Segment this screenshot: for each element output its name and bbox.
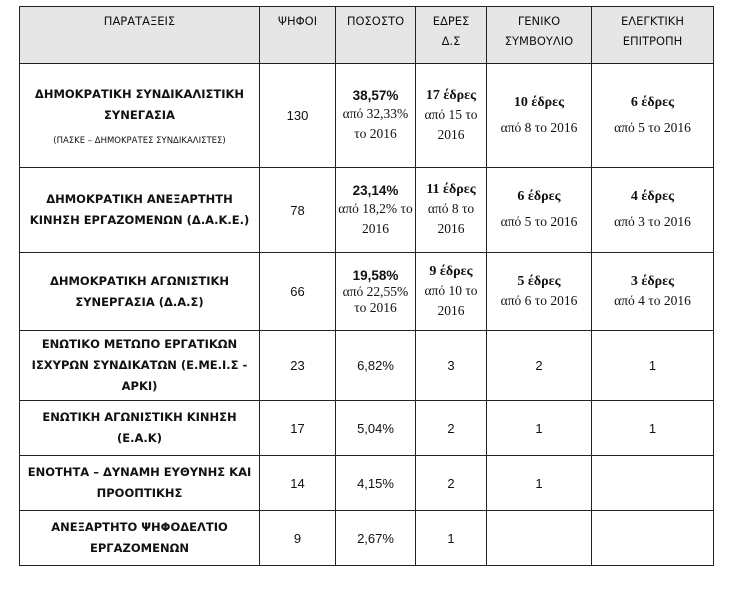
party-name: ΔΗΜΟΚΡΑΤΙΚΗ ΣΥΝΔΙΚΑΛΙΣΤΙΚΗ ΣΥΝΕΓΑΣΙΑ (ΠΑΣΚΕ – ΔΗΜΟΚΡΑΤΕΣ ΣΥΝΔΙΚΑΛΙΣΤΕΣ)	[20, 64, 260, 168]
table-row	[20, 511, 714, 566]
votes-cell: 23	[260, 331, 336, 401]
percent-cell: 2,67%	[336, 511, 416, 566]
percent-cell: 4,15%	[336, 456, 416, 511]
header-audit-committee: ΕΛΕΓΚΤΙΚΗ ΕΠΙΤΡΟΠΗ	[592, 7, 714, 64]
audit-committee-cell: 3 έδρες από 4 το 2016	[592, 253, 714, 331]
audit-committee-cell: 1	[592, 331, 714, 401]
percent-cell: 23,14% από 18,2% το 2016	[336, 168, 416, 253]
party-name: ΕΝΩΤΙΚΗ ΑΓΩΝΙΣΤΙΚΗ ΚΙΝΗΣΗ (Ε.Α.Κ)	[20, 401, 260, 456]
party-subtitle: (ΠΑΣΚΕ – ΔΗΜΟΚΡΑΤΕΣ ΣΥΝΔΙΚΑΛΙΣΤΕΣ)	[53, 135, 226, 146]
party-name: ΑΝΕΞΑΡΤΗΤΟ ΨΗΦΟΔΕΛΤΙΟ ΕΡΓΑΖΟΜΕΝΩΝ	[20, 511, 260, 566]
ds-seats-cell: 2	[416, 456, 487, 511]
party-name: ΔΗΜΟΚΡΑΤΙΚΗ ΑΓΩΝΙΣΤΙΚΗ ΣΥΝΕΡΓΑΣΙΑ (Δ.Α.Σ)	[20, 253, 260, 331]
audit-committee-cell	[592, 456, 714, 511]
table-row	[20, 401, 714, 456]
table-row	[20, 456, 714, 511]
ds-seats-cell: 9 έδρες από 10 το 2016	[416, 253, 487, 331]
votes-cell: 17	[260, 401, 336, 456]
header-row	[20, 7, 714, 64]
general-council-cell: 1	[487, 401, 592, 456]
votes-cell: 78	[260, 168, 336, 253]
audit-committee-cell	[592, 511, 714, 566]
table-row	[20, 168, 714, 253]
general-council-cell: 2	[487, 331, 592, 401]
table-row	[20, 331, 714, 401]
party-name: ΕΝΩΤΙΚΟ ΜΕΤΩΠΟ ΕΡΓΑΤΙΚΩΝ ΙΣΧΥΡΩΝ ΣΥΝΔΙΚΑΤΩΝ (Ε.ΜΕ.Ι.Σ - ΑΡΚΙ)	[20, 331, 260, 401]
audit-committee-cell: 4 έδρες από 3 το 2016	[592, 168, 714, 253]
percent-cell: 19,58% από 22,55% το 2016	[336, 253, 416, 331]
table-row	[20, 64, 714, 168]
table-row	[20, 253, 714, 331]
header-ds-seats: ΕΔΡΕΣ Δ.Σ	[416, 7, 487, 64]
ds-seats-cell: 11 έδρες από 8 το 2016	[416, 168, 487, 253]
votes-cell: 14	[260, 456, 336, 511]
general-council-cell: 6 έδρες από 5 το 2016	[487, 168, 592, 253]
audit-committee-cell: 6 έδρες από 5 το 2016	[592, 64, 714, 168]
party-name: ΕΝΟΤΗΤΑ – ΔΥΝΑΜΗ ΕΥΘΥΝΗΣ ΚΑΙ ΠΡΟΟΠΤΙΚΗΣ	[20, 456, 260, 511]
party-name: ΔΗΜΟΚΡΑΤΙΚΗ ΑΝΕΞΑΡΤΗΤΗ ΚΙΝΗΣΗ ΕΡΓΑΖΟΜΕΝΩΝ (Δ.Α.Κ.Ε.)	[20, 168, 260, 253]
percent-cell: 5,04%	[336, 401, 416, 456]
votes-cell: 66	[260, 253, 336, 331]
audit-committee-cell: 1	[592, 401, 714, 456]
votes-cell: 9	[260, 511, 336, 566]
ds-seats-cell: 17 έδρες από 15 το 2016	[416, 64, 487, 168]
percent-cell: 38,57% από 32,33% το 2016	[336, 64, 416, 168]
general-council-cell: 1	[487, 456, 592, 511]
ds-seats-cell: 2	[416, 401, 487, 456]
header-general-council: ΓΕΝΙΚΟ ΣΥΜΒΟΥΛΙΟ	[487, 7, 592, 64]
ds-seats-cell: 3	[416, 331, 487, 401]
header-parties: ΠΑΡΑΤΑΞΕΙΣ	[20, 7, 260, 64]
header-votes: ΨΗΦΟΙ	[260, 7, 336, 64]
votes-cell: 130	[260, 64, 336, 168]
general-council-cell	[487, 511, 592, 566]
ds-seats-cell: 1	[416, 511, 487, 566]
header-percent: ΠΟΣΟΣΤΟ	[336, 7, 416, 64]
percent-cell: 6,82%	[336, 331, 416, 401]
general-council-cell: 5 έδρες από 6 το 2016	[487, 253, 592, 331]
election-results-table	[19, 6, 714, 566]
general-council-cell: 10 έδρες από 8 το 2016	[487, 64, 592, 168]
